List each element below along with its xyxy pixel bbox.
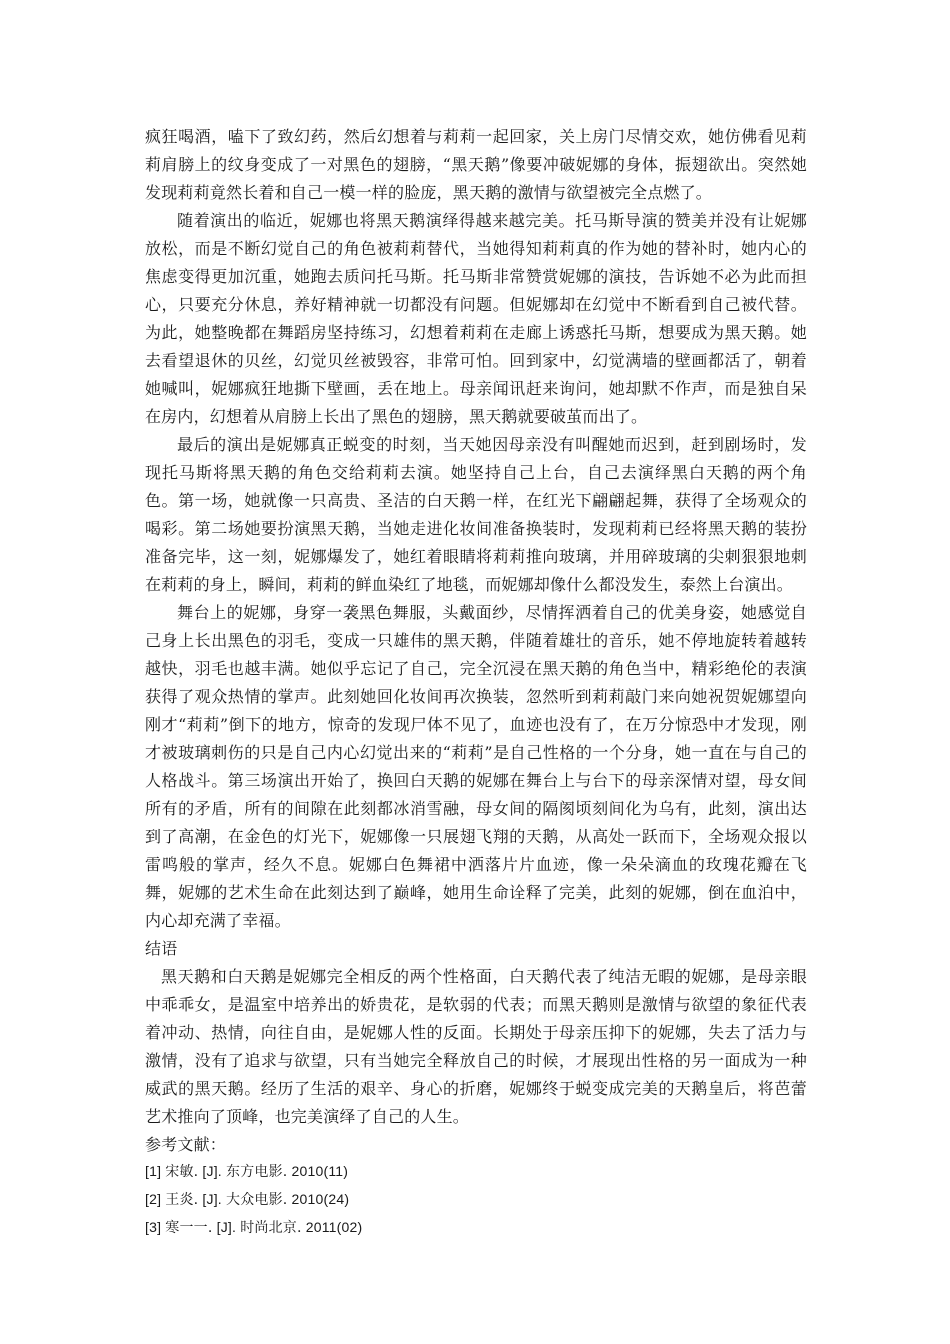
reference-item-1 xyxy=(145,1158,807,1186)
conclusion-heading: 结语 xyxy=(145,939,178,958)
reference-source: 大众电影. xyxy=(226,1192,288,1208)
reference-author: 王炎. xyxy=(165,1192,199,1208)
reference-type: [J]. xyxy=(202,1191,222,1207)
paragraph-4: 舞台上的妮娜，身穿一袭黑色舞服，头戴面纱，尽情挥洒着自己的优美身姿，她感觉自己身上长出黑色的羽毛，变成一只雄伟的黑天鹅，伴随着雄壮的音乐，她不停地旋转着越转越快，羽毛也越丰满。她似乎忘记了自己，完全沉浸在黑天鹅的角色当中，精彩绝伦的表演获得了观众热情的掌声。此刻她回化妆间再次换装，忽然听到莉莉敲门来向她祝贺妮娜望向刚才“莉莉”倒下的地方，惊奇的发现尸体不见了，血迹也没有了，在万分惊恐中才发现，刚才被玻璃刺伤的只是自己内心幻觉出来的“莉莉”是自己性格的一个分身，她一直在与自己的人格战斗。第三场演出开始了，换回白天鹅的妮娜在舞台上与台下的母亲深情对望，母女间所有的矛盾，所有的间隙在此刻都冰消雪融，母女间的隔阂顷刻间化为乌有，此刻，演出达到了高潮，在金色的灯光下，妮娜像一只展翅飞翔的天鹅，从高处一跃而下，全场观众报以雷鸣般的掌声，经久不息。妮娜白色舞裙中洒落片片血迹，像一朵朵滴血的玫瑰花瓣在飞舞，妮娜的艺术生命在此刻达到了巅峰，她用生命诠释了完美，此刻的妮娜，倒在血泊中，内心却充满了幸福。 xyxy=(145,603,807,930)
paragraph-1: 疯狂喝酒，嗑下了致幻药，然后幻想着与莉莉一起回家，关上房门尽情交欢，她仿佛看见莉莉肩膀上的纹身变成了一对黑色的翅膀，“黑天鹅”像要冲破妮娜的身体，振翅欲出。突然她发现莉莉竟然长着和自己一模一样的脸庞，黑天鹅的激情与欲望被完全点燃了。 xyxy=(145,127,807,202)
conclusion-paragraph: 黑天鹅和白天鹅是妮娜完全相反的两个性格面，白天鹅代表了纯洁无暇的妮娜，是母亲眼中乖乖女，是温室中培养出的娇贵花，是软弱的代表；而黑天鹅则是激情与欲望的象征代表着冲动、热情，向往自由，是妮娜人性的反面。长期处于母亲压抑下的妮娜，失去了活力与激情，没有了追求与欲望，只有当她完全释放自己的时候，才展现出性格的另一面成为一种威武的黑天鹅。经历了生活的艰辛、身心的折磨，妮娜终于蜕变成完美的天鹅皇后，将芭蕾艺术推向了顶峰，也完美演绎了自己的人生。 xyxy=(145,967,807,1126)
reference-year: 2010(11) xyxy=(291,1163,349,1179)
reference-year: 2011(02) xyxy=(305,1219,363,1235)
reference-author: 宋敏. xyxy=(165,1164,199,1180)
reference-year: 2010(24) xyxy=(291,1191,350,1207)
reference-number: [3] xyxy=(145,1219,162,1235)
reference-item-3 xyxy=(145,1214,807,1242)
reference-number: [2] xyxy=(145,1191,162,1207)
reference-source: 东方电影. xyxy=(226,1164,288,1180)
reference-number: [1] xyxy=(145,1163,162,1179)
reference-source: 时尚北京. xyxy=(240,1220,302,1236)
reference-item-2 xyxy=(145,1186,807,1214)
paragraph-3: 最后的演出是妮娜真正蜕变的时刻，当天她因母亲没有叫醒她而迟到，赶到剧场时，发现托马斯将黑天鹅的角色交给莉莉去演。她坚持自己上台，自己去演绎黑白天鹅的两个角色。第一场，她就像一只高贵、圣洁的白天鹅一样，在红光下翩翩起舞，获得了全场观众的喝彩。第二场她要扮演黑天鹅，当她走进化妆间准备换装时，发现莉莉已经将黑天鹅的装扮准备完毕，这一刻，妮娜爆发了，她红着眼睛将莉莉推向玻璃，并用碎玻璃的尖刺狠狠地刺在莉莉的身上，瞬间，莉莉的鲜血染红了地毯，而妮娜却像什么都没发生，泰然上台演出。 xyxy=(145,435,807,594)
article-body xyxy=(145,123,807,1242)
paragraph-2: 随着演出的临近，妮娜也将黑天鹅演绎得越来越完美。托马斯导演的赞美并没有让妮娜放松，而是不断幻觉自己的角色被莉莉替代，当她得知莉莉真的作为她的替补时，她内心的焦虑变得更加沉重，她跑去质问托马斯。托马斯非常赞赏妮娜的演技，告诉她不必为此而担心，只要充分休息，养好精神就一切都没有问题。但妮娜却在幻觉中不断看到自己被代替。为此，她整晚都在舞蹈房坚持练习，幻想着莉莉在走廊上诱惑托马斯，想要成为黑天鹅。她去看望退休的贝丝，幻觉贝丝被毁容，非常可怕。回到家中，幻觉满墙的壁画都活了，朝着她喊叫，妮娜疯狂地撕下壁画，丢在地上。母亲闻讯赶来询问，她却默不作声，而是独自呆在房内，幻想着从肩膀上长出了黑色的翅膀，黑天鹅就要破茧而出了。 xyxy=(145,211,807,426)
reference-type: [J]. xyxy=(202,1163,222,1179)
reference-author: 寒一一. xyxy=(165,1220,213,1236)
reference-type: [J]. xyxy=(216,1219,237,1235)
references-heading: 参考文献： xyxy=(145,1135,227,1154)
